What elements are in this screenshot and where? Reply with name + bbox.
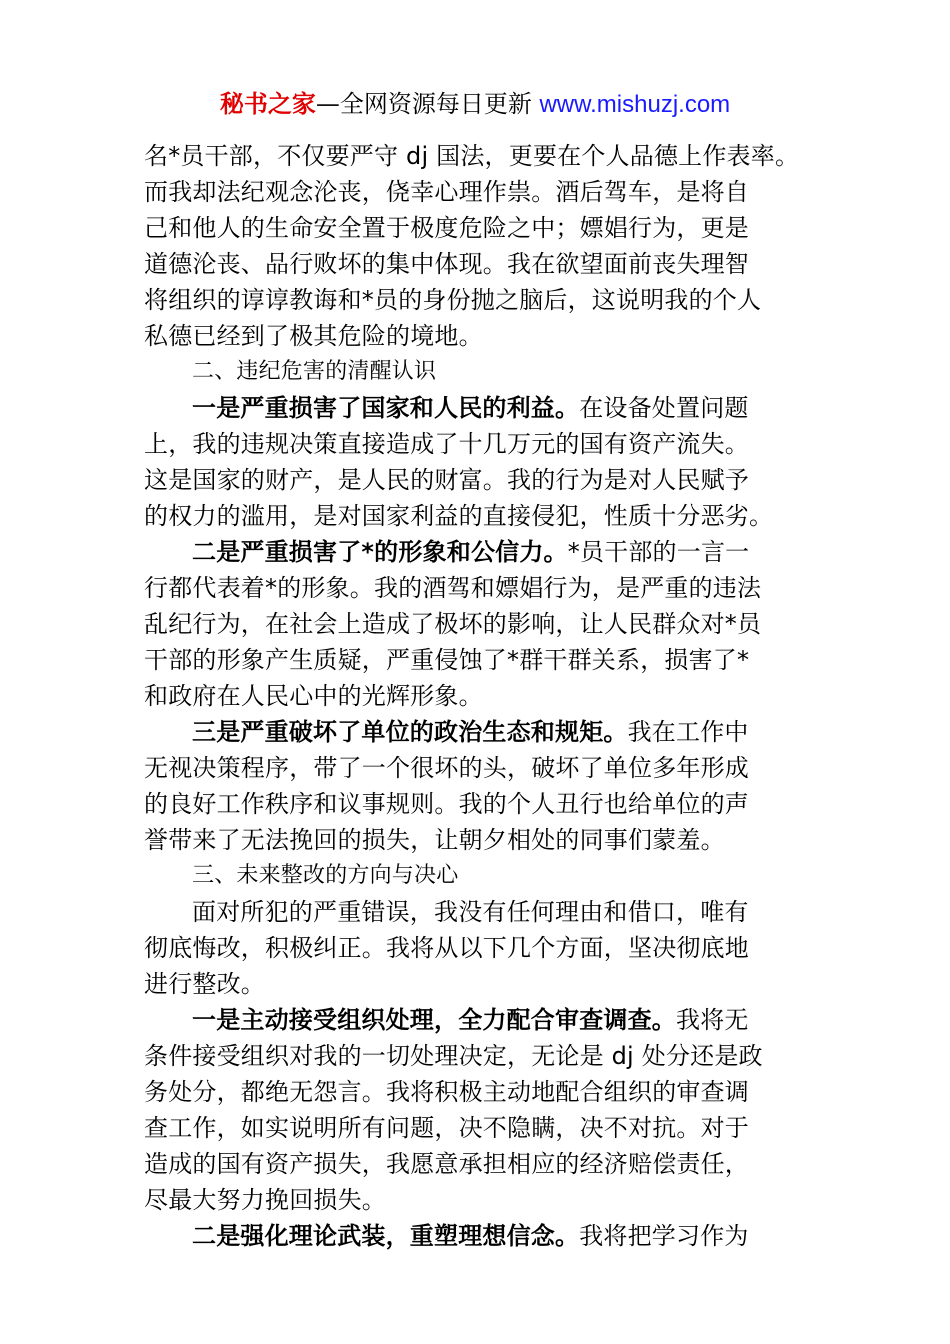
line-text: 己和他人的生命安全置于极度危险之中；嫖娼行为，更是 (144, 214, 749, 242)
paragraph-first-line (144, 894, 816, 930)
paragraph-first-line (144, 1218, 816, 1254)
text-line (144, 786, 816, 822)
bold-lead-sentence: 一是严重损害了国家和人民的利益。 (192, 394, 580, 422)
header-dash: — (315, 90, 340, 118)
header-url-link[interactable]: www.mishuzj.com (539, 91, 731, 118)
line-text: 面对所犯的严重错误，我没有任何理由和借口，唯有 (192, 898, 749, 926)
line-text: 我在工作中 (627, 718, 749, 746)
text-line (144, 1182, 816, 1218)
line-text: 而我却法纪观念沦丧，侥幸心理作祟。酒后驾车，是将自 (144, 178, 749, 206)
text-line (144, 750, 816, 786)
header-tagline: 全网资源每日更新 (339, 90, 532, 118)
line-text: 这是国家的财产，是人民的财富。我的行为是对人民赋予 (144, 466, 749, 494)
text-line (144, 282, 816, 318)
text-line (144, 1074, 816, 1110)
line-text: 二、违纪危害的清醒认识 (192, 359, 437, 384)
line-text: 的权力的滥用，是对国家利益的直接侵犯，性质十分恶劣。 (144, 502, 774, 530)
line-text: 上，我的违规决策直接造成了十几万元的国有资产流失。 (144, 430, 749, 458)
text-line (144, 642, 816, 678)
line-text: 我将无 (676, 1006, 749, 1034)
line-text: 彻底悔改，积极纠正。我将从以下几个方面，坚决彻底地 (144, 934, 749, 962)
brand-name: 秘书之家 (219, 90, 316, 118)
document-body (144, 138, 816, 1254)
line-text: 私德已经到了极其危险的境地。 (144, 322, 483, 350)
line-text: 和政府在人民心中的光辉形象。 (144, 682, 483, 710)
line-text: 我将把学习作为 (579, 1222, 749, 1250)
line-text: *员干部的一言一 (567, 538, 750, 566)
line-text: 将组织的谆谆教诲和*员的身份抛之脑后，这说明我的个人 (144, 286, 762, 314)
line-text: 造成的国有资产损失，我愿意承担相应的经济赔偿责任， (144, 1150, 749, 1178)
bold-lead-sentence: 二是强化理论武装，重塑理想信念。 (192, 1222, 580, 1250)
line-text: 条件接受组织对我的一切处理决定，无论是 dj 处分还是政 (144, 1042, 763, 1070)
text-line (144, 174, 816, 210)
line-text: 在设备处置问题 (579, 394, 749, 422)
bold-lead-sentence: 三是严重破坏了单位的政治生态和规矩。 (192, 718, 628, 746)
text-line (144, 1038, 816, 1074)
bold-lead-sentence: 二是严重损害了*的形象和公信力。 (192, 538, 568, 566)
line-text: 尽最大努力挽回损失。 (144, 1186, 386, 1214)
text-line (144, 822, 816, 858)
text-line (144, 606, 816, 642)
section-heading (144, 858, 816, 894)
line-text: 干部的形象产生质疑，严重侵蚀了*群干群关系，损害了* (144, 646, 750, 674)
page-header (0, 86, 950, 123)
line-text: 务处分，都绝无怨言。我将积极主动地配合组织的审查调 (144, 1078, 749, 1106)
text-line (144, 426, 816, 462)
text-line (144, 246, 816, 282)
paragraph-first-line (144, 1002, 816, 1038)
line-text: 行都代表着*的形象。我的酒驾和嫖娼行为，是严重的违法 (144, 574, 762, 602)
line-text: 三、未来整改的方向与决心 (192, 863, 459, 888)
text-line (144, 318, 816, 354)
line-text: 道德沦丧、品行败坏的集中体现。我在欲望面前丧失理智 (144, 250, 749, 278)
line-text: 查工作，如实说明所有问题，决不隐瞒，决不对抗。对于 (144, 1114, 749, 1142)
text-line (144, 1110, 816, 1146)
paragraph-first-line (144, 390, 816, 426)
line-text: 进行整改。 (144, 970, 265, 998)
line-text: 誉带来了无法挽回的损失，让朝夕相处的同事们蒙羞。 (144, 826, 725, 854)
text-line (144, 930, 816, 966)
text-line (144, 138, 816, 174)
bold-lead-sentence: 一是主动接受组织处理，全力配合审查调查。 (192, 1006, 676, 1034)
line-text: 名*员干部，不仅要严守 dj 国法，更要在个人品德上作表率。 (144, 142, 800, 170)
line-text: 乱纪行为，在社会上造成了极坏的影响，让人民群众对*员 (144, 610, 762, 638)
text-line (144, 570, 816, 606)
paragraph-first-line (144, 534, 816, 570)
text-line (144, 462, 816, 498)
paragraph-first-line (144, 714, 816, 750)
text-line (144, 1146, 816, 1182)
line-text: 无视决策程序，带了一个很坏的头，破坏了单位多年形成 (144, 754, 749, 782)
text-line (144, 210, 816, 246)
line-text: 的良好工作秩序和议事规则。我的个人丑行也给单位的声 (144, 790, 749, 818)
text-line (144, 498, 816, 534)
text-line (144, 678, 816, 714)
section-heading (144, 354, 816, 390)
text-line (144, 966, 816, 1002)
